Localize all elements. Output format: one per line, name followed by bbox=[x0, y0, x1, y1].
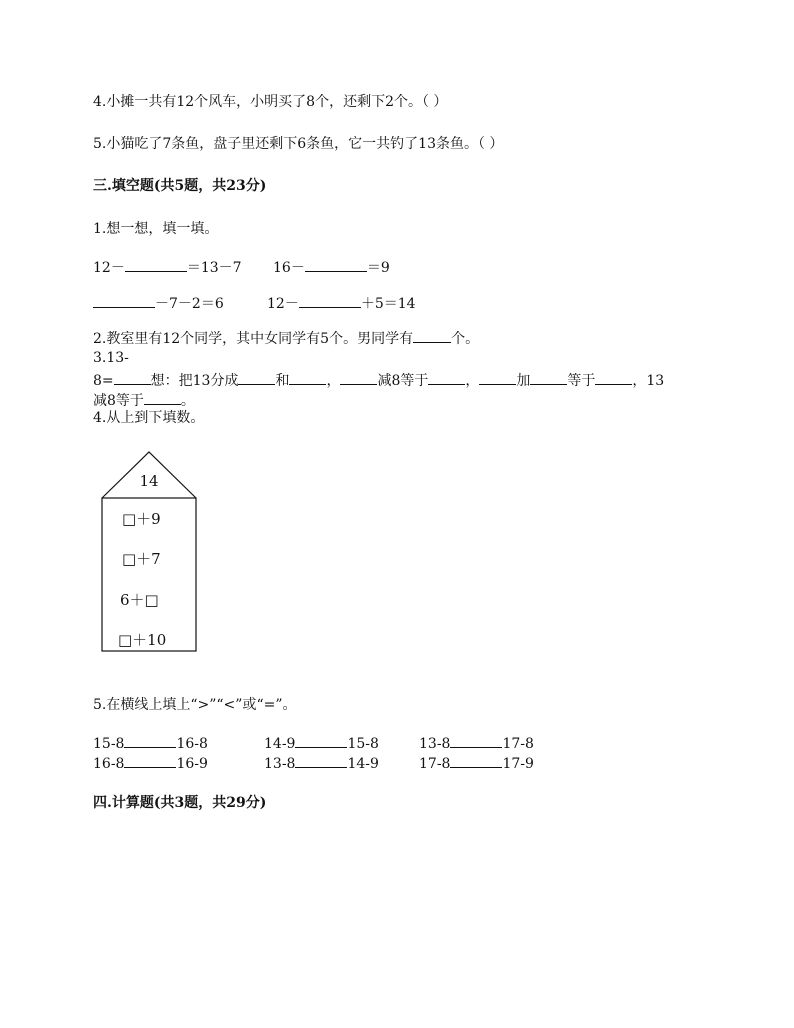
q3-p2: 想：把13分成 bbox=[150, 373, 239, 389]
q1-eq-4-pre: 12－ bbox=[267, 296, 299, 312]
q3-line3b: 。 bbox=[180, 393, 195, 409]
q5-title: 5.在横线上填上“>”“<”或“=”。 bbox=[93, 697, 297, 713]
compare-1-left: 15-8 bbox=[93, 736, 125, 752]
q3-line-3 bbox=[93, 391, 195, 409]
compare-2-left: 14-9 bbox=[264, 736, 296, 752]
q1-eq-3 bbox=[93, 294, 224, 312]
tf-question-5: 5.小猫吃了7条鱼，盘子里还剩下6条鱼，它一共钓了13条鱼。（ ） bbox=[93, 136, 504, 152]
q3-blank-5[interactable] bbox=[428, 371, 465, 385]
number-house-diagram bbox=[101, 450, 197, 652]
q1-eq-4 bbox=[267, 294, 416, 312]
compare-3-left: 13-8 bbox=[419, 736, 451, 752]
compare-6 bbox=[419, 754, 534, 772]
section-3-title: 三.填空题(共5题，共23分) bbox=[93, 178, 267, 194]
q1-eq-4-post: ＋5＝14 bbox=[360, 296, 416, 312]
q1-eq-4-blank[interactable] bbox=[299, 294, 361, 308]
compare-4 bbox=[93, 754, 208, 772]
q2-post: 个。 bbox=[451, 331, 480, 347]
tf-question-4: 4.小摊一共有12个风车，小明买了8个，还剩下2个。（ ） bbox=[93, 94, 448, 110]
q3-blank-2[interactable] bbox=[238, 371, 275, 385]
compare-1-right: 16-8 bbox=[176, 736, 208, 752]
q1-eq-3-blank[interactable] bbox=[93, 294, 155, 308]
q3-blank-1[interactable] bbox=[114, 371, 151, 385]
q3-line-1: 3.13- bbox=[93, 350, 129, 366]
q1-eq-3-post: －7－2＝6 bbox=[155, 296, 224, 312]
q3-line-2 bbox=[93, 371, 664, 389]
compare-6-blank[interactable] bbox=[450, 754, 502, 768]
q1-eq-2 bbox=[273, 258, 390, 276]
q2-blank[interactable] bbox=[413, 329, 451, 343]
q1-eq-1-post: ＝13－7 bbox=[186, 260, 242, 276]
q3-blank-4[interactable] bbox=[340, 371, 377, 385]
q3-p8: 等于 bbox=[567, 373, 596, 389]
compare-3 bbox=[419, 734, 534, 752]
compare-4-right: 16-9 bbox=[176, 756, 208, 772]
compare-2 bbox=[264, 734, 379, 752]
compare-2-right: 15-8 bbox=[347, 736, 379, 752]
q1-eq-2-blank[interactable] bbox=[305, 258, 367, 272]
q3-p5: 减8等于 bbox=[377, 373, 429, 389]
house-row-2: □＋7 bbox=[122, 550, 161, 568]
q1-eq-2-post: ＝9 bbox=[366, 260, 390, 276]
compare-3-blank[interactable] bbox=[450, 734, 502, 748]
q3-p4: ， bbox=[326, 373, 341, 389]
compare-3-right: 17-8 bbox=[502, 736, 534, 752]
house-row-4: □＋10 bbox=[118, 631, 167, 649]
compare-5-right: 14-9 bbox=[347, 756, 379, 772]
compare-1 bbox=[93, 734, 208, 752]
q3-blank-9[interactable] bbox=[144, 391, 181, 405]
q3-p7: 加 bbox=[516, 373, 531, 389]
q1-eq-1-blank[interactable] bbox=[125, 258, 187, 272]
q2-pre: 2.教室里有12个同学，其中女同学有5个。男同学有 bbox=[93, 331, 414, 347]
q3-p9: ，13 bbox=[632, 373, 665, 389]
q3-p1: 8= bbox=[93, 373, 114, 389]
house-row-3: 6＋□ bbox=[120, 591, 159, 609]
q4-title: 4.从上到下填数。 bbox=[93, 410, 205, 426]
compare-5-blank[interactable] bbox=[295, 754, 347, 768]
house-roof-number: 14 bbox=[139, 472, 159, 490]
q3-blank-3[interactable] bbox=[289, 371, 326, 385]
compare-4-left: 16-8 bbox=[93, 756, 125, 772]
compare-6-left: 17-8 bbox=[419, 756, 451, 772]
q1-eq-1 bbox=[93, 258, 242, 276]
q1-eq-2-pre: 16－ bbox=[273, 260, 305, 276]
compare-5-left: 13-8 bbox=[264, 756, 296, 772]
house-row-1: □＋9 bbox=[122, 510, 161, 528]
compare-4-blank[interactable] bbox=[124, 754, 176, 768]
compare-5 bbox=[264, 754, 379, 772]
q3-p6: ， bbox=[465, 373, 480, 389]
compare-2-blank[interactable] bbox=[295, 734, 347, 748]
q3-blank-8[interactable] bbox=[595, 371, 632, 385]
q3-p3: 和 bbox=[275, 373, 290, 389]
section-4-title: 四.计算题(共3题，共29分) bbox=[93, 795, 267, 811]
q1-title: 1.想一想，填一填。 bbox=[93, 221, 219, 237]
q3-blank-6[interactable] bbox=[479, 371, 516, 385]
compare-1-blank[interactable] bbox=[124, 734, 176, 748]
q2-line bbox=[93, 329, 479, 347]
q3-line3a: 减8等于 bbox=[93, 393, 144, 409]
compare-6-right: 17-9 bbox=[502, 756, 534, 772]
q3-blank-7[interactable] bbox=[530, 371, 567, 385]
q1-eq-1-pre: 12－ bbox=[93, 260, 125, 276]
